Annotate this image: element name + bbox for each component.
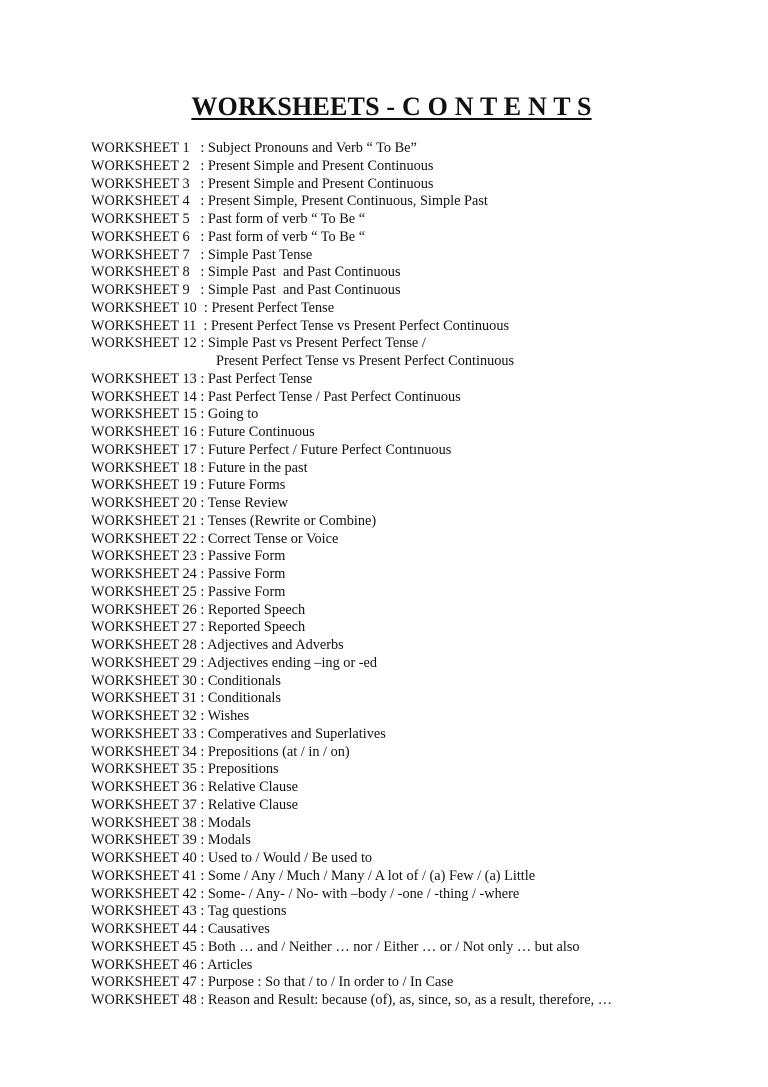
contents-line: WORKSHEET 3 : Present Simple and Present Continuous bbox=[91, 175, 434, 192]
contents-line: WORKSHEET 31 : Conditionals bbox=[91, 690, 281, 707]
contents-line: WORKSHEET 20 : Tense Review bbox=[91, 495, 289, 511]
contents-line: WORKSHEET 23 : Passive Form bbox=[91, 548, 286, 565]
contents-line: WORKSHEET 11 : Present Perfect Tense vs Present Perfect Continuous bbox=[91, 317, 510, 334]
contents-line: WORKSHEET 21 : Tenses (Rewrite or Combine) bbox=[91, 512, 377, 529]
contents-line: WORKSHEET 36 : Relative Clause bbox=[91, 779, 299, 795]
contents-list bbox=[91, 140, 751, 1010]
contents-line: WORKSHEET 24 : Passive Form bbox=[91, 566, 286, 582]
contents-line: WORKSHEET 17 : Future Perfect / Future Perfect Contınuous bbox=[91, 441, 452, 458]
contents-line: WORKSHEET 1 : Subject Pronouns and Verb “ To Be” bbox=[91, 140, 417, 156]
contents-line: WORKSHEET 12 : Simple Past vs Present Perfect Tense / bbox=[91, 335, 426, 352]
contents-line: WORKSHEET 42 : Some- / Any- / No- with –body / -one / -thing / -where bbox=[91, 885, 520, 902]
contents-line: WORKSHEET 15 : Going to bbox=[91, 406, 259, 423]
contents-line: WORKSHEET 18 : Future in the past bbox=[91, 459, 308, 476]
contents-line: WORKSHEET 7 : Simple Past Tense bbox=[91, 246, 313, 263]
contents-line: WORKSHEET 47 : Purpose : So that / to / In order to / In Case bbox=[91, 974, 454, 991]
contents-line: WORKSHEET 14 : Past Perfect Tense / Past Perfect Continuous bbox=[91, 388, 461, 405]
contents-line: WORKSHEET 34 : Prepositions (at / in / on) bbox=[91, 743, 350, 760]
contents-line-continuation: Present Perfect Tense vs Present Perfect Continuous bbox=[216, 353, 515, 369]
contents-line: WORKSHEET 43 : Tag questions bbox=[91, 903, 287, 920]
contents-line: WORKSHEET 27 : Reported Speech bbox=[91, 619, 306, 636]
contents-line: WORKSHEET 48 : Reason and Result: because (of), as, since, so, as a result, therefore, … bbox=[91, 992, 613, 1008]
contents-line: WORKSHEET 5 : Past form of verb “ To Be “ bbox=[91, 211, 366, 227]
contents-line: WORKSHEET 8 : Simple Past and Past Continuous bbox=[91, 264, 401, 281]
contents-line: WORKSHEET 45 : Both … and / Neither … nor / Either … or / Not only … but also bbox=[91, 938, 580, 955]
contents-line: WORKSHEET 4 : Present Simple, Present Continuous, Simple Past bbox=[91, 193, 488, 210]
contents-line: WORKSHEET 16 : Future Continuous bbox=[91, 424, 315, 440]
contents-line: WORKSHEET 9 : Simple Past and Past Continuous bbox=[91, 282, 401, 298]
contents-line: WORKSHEET 35 : Prepositions bbox=[91, 761, 279, 778]
contents-line: WORKSHEET 44 : Causatives bbox=[91, 921, 270, 937]
contents-line: WORKSHEET 40 : Used to / Would / Be used to bbox=[91, 850, 373, 866]
contents-line: WORKSHEET 32 : Wishes bbox=[91, 708, 250, 724]
contents-line: WORKSHEET 38 : Modals bbox=[91, 814, 251, 831]
contents-line: WORKSHEET 33 : Comperatives and Superlatives bbox=[91, 725, 386, 742]
contents-line: WORKSHEET 6 : Past form of verb “ To Be “ bbox=[91, 228, 366, 245]
contents-line: WORKSHEET 41 : Some / Any / Much / Many / A lot of / (a) Few / (a) Little bbox=[91, 867, 536, 884]
contents-line: WORKSHEET 19 : Future Forms bbox=[91, 477, 286, 494]
contents-line: WORKSHEET 26 : Reported Speech bbox=[91, 601, 306, 618]
contents-line: WORKSHEET 28 : Adjectives and Adverbs bbox=[91, 637, 344, 653]
contents-line: WORKSHEET 37 : Relative Clause bbox=[91, 796, 299, 813]
page-title: WORKSHEETS - C O N T E N T S bbox=[191, 92, 592, 121]
contents-line: WORKSHEET 10 : Present Perfect Tense bbox=[91, 299, 335, 316]
contents-line: WORKSHEET 22 : Correct Tense or Voice bbox=[91, 530, 339, 547]
contents-line: WORKSHEET 30 : Conditionals bbox=[91, 672, 281, 689]
contents-line: WORKSHEET 29 : Adjectives ending –ing or -ed bbox=[91, 654, 378, 671]
contents-line: WORKSHEET 46 : Articles bbox=[91, 956, 253, 973]
contents-line: WORKSHEET 39 : Modals bbox=[91, 832, 251, 849]
contents-line: WORKSHEET 2 : Present Simple and Present Continuous bbox=[91, 157, 434, 174]
contents-line: WORKSHEET 13 : Past Perfect Tense bbox=[91, 370, 313, 387]
contents-line: WORKSHEET 25 : Passive Form bbox=[91, 583, 286, 600]
